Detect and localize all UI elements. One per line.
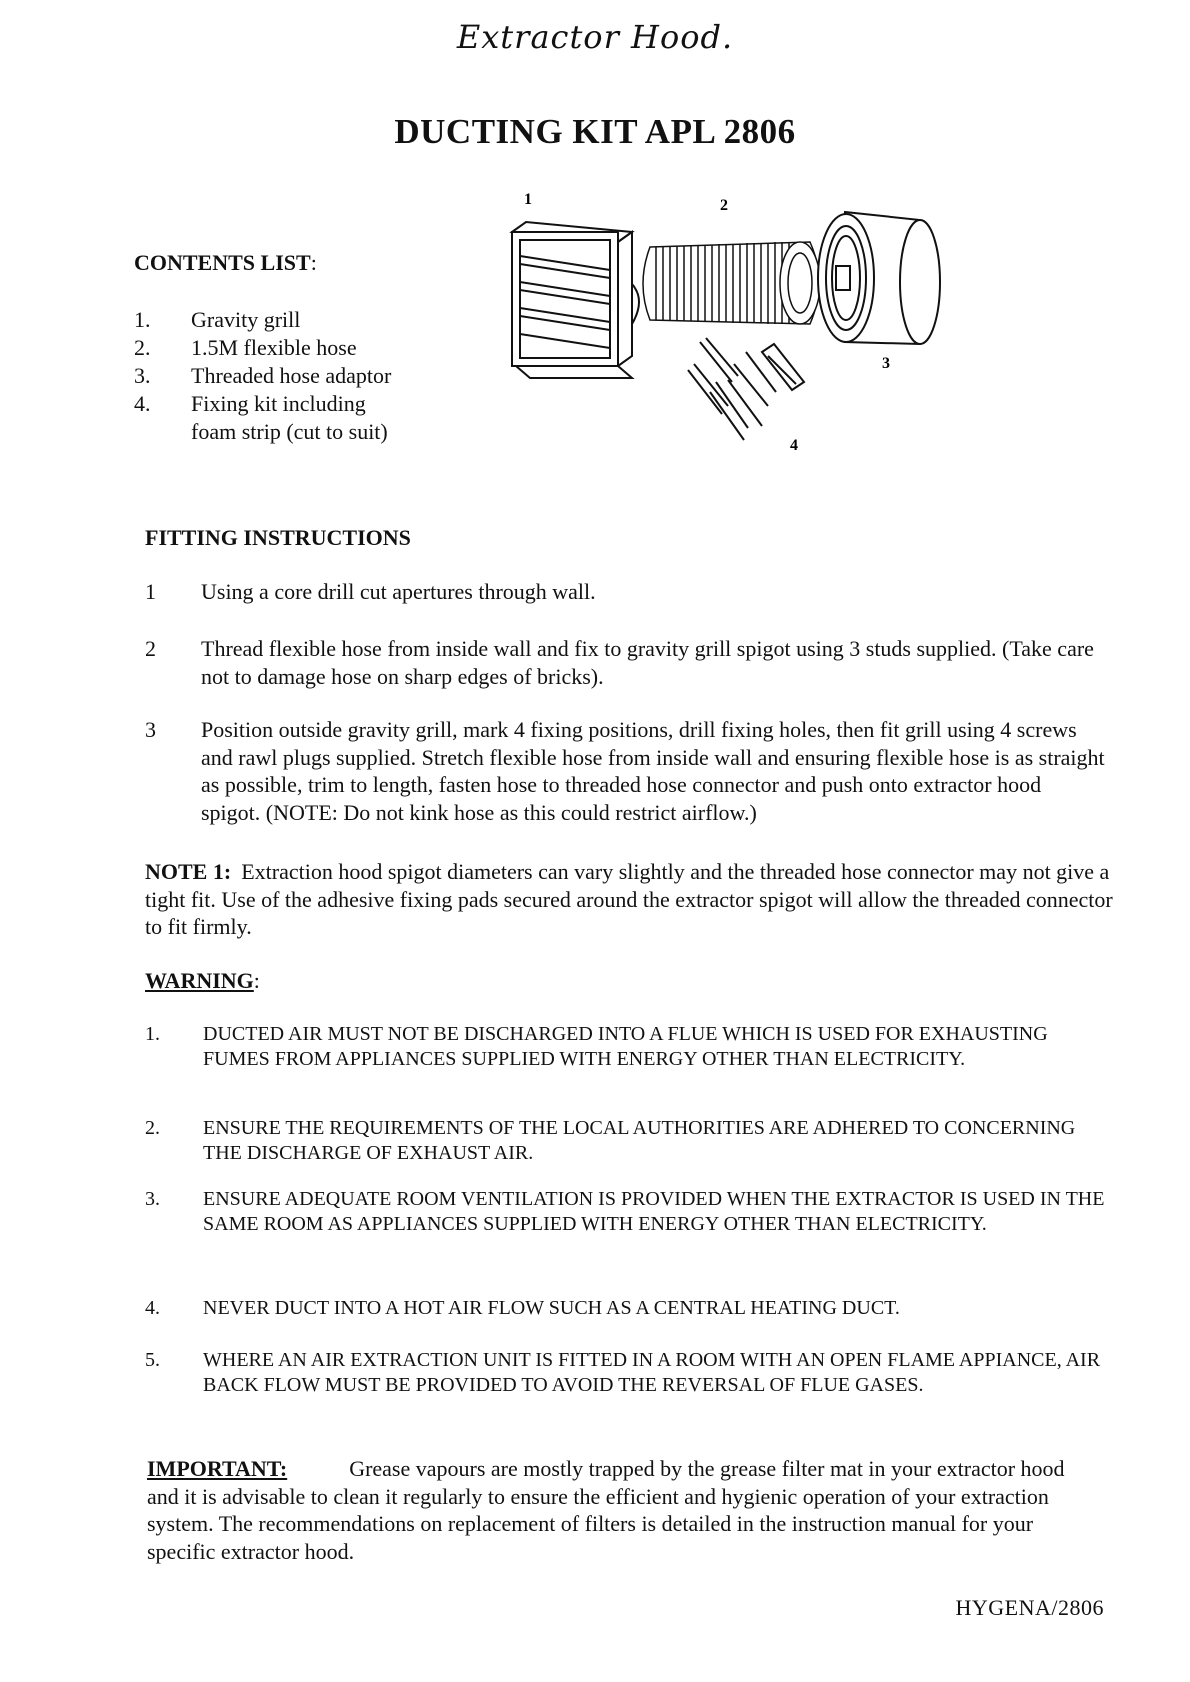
list-item-number: 4. [134,391,151,416]
contents-heading-text: CONTENTS LIST [134,250,311,275]
instruction-step [145,716,1105,826]
warning-text: NEVER DUCT INTO A HOT AIR FLOW SUCH AS A CENTRAL HEATING DUCT. [203,1297,900,1319]
warning-number: 5. [145,1349,160,1371]
list-item-text: Gravity grill [191,307,301,332]
step-number: 3 [145,717,156,742]
step-number: 1 [145,579,156,604]
list-item [134,306,391,334]
diagram-label-4: 4 [790,437,798,454]
list-item-text: foam strip (cut to suit) [191,419,388,444]
list-item-number: 2. [134,335,151,360]
contents-heading [134,250,317,276]
warning-item [145,1296,1105,1321]
list-item [134,334,391,362]
step-text: Using a core drill cut apertures through wall. [201,579,596,604]
warning-text: WHERE AN AIR EXTRACTION UNIT IS FITTED IN A ROOM WITH AN OPEN FLAME APPIANCE, AIR BACK FLOW MUST BE PROVIDED TO AVOID THE REVERSAL OF FLUE GASES. [203,1349,1101,1396]
warning-heading-text: WARNING [145,968,254,993]
fixing-kit-illustration [688,338,804,440]
list-item [134,418,391,446]
note-1-label: NOTE 1: [145,859,232,884]
warning-item [145,1116,1105,1166]
warning-number: 4. [145,1297,160,1319]
hose-adaptor-illustration [818,212,940,344]
note-1 [145,858,1120,941]
handwritten-note: Extractor Hood. [456,18,734,56]
warning-heading-colon: : [253,968,260,993]
ducting-kit-diagram [500,192,1020,492]
important-note [147,1455,1067,1565]
instruction-step [145,578,1105,606]
warning-text: DUCTED AIR MUST NOT BE DISCHARGED INTO A FLUE WHICH IS USED FOR EXHAUSTING FUMES FROM APPLIANCES SUPPLIED WITH ENERGY OTHER THAN ELECTRICITY. [203,1023,1048,1070]
contents-list [134,306,391,446]
gravity-grill-illustration [512,222,639,378]
warning-number: 3. [145,1188,160,1210]
list-item-text: Fixing kit including [191,391,366,416]
step-text: Position outside gravity grill, mark 4 fixing positions, drill fixing holes, then fit grill using 4 screws and rawl plugs supplied. Stretch flexible hose from inside wall and ensuring flexible hose is as straight as possible, trim to length, fasten hose to threaded hose connector and push onto extractor hood spigot. (NOTE: Do not kink hose as this could restrict airflow.) [201,717,1105,825]
document-reference: HYGENA/2806 [955,1595,1104,1620]
list-item-number [134,418,191,446]
warning-text: ENSURE ADEQUATE ROOM VENTILATION IS PROVIDED WHEN THE EXTRACTOR IS USED IN THE SAME ROOM AS APPLIANCES SUPPLIED WITH ENERGY OTHER THAN ELECTRICITY. [203,1188,1105,1235]
fitting-instructions-heading: FITTING INSTRUCTIONS [145,525,411,550]
document-title: DUCTING KIT APL 2806 [394,112,796,151]
instruction-step [145,635,1105,690]
step-text: Thread flexible hose from inside wall and fix to gravity grill spigot using 3 studs supplied. (Take care not to damage hose on sharp edges of bricks). [201,636,1094,689]
step-number: 2 [145,636,156,661]
warning-heading [145,968,260,994]
list-item [134,390,391,418]
important-label: IMPORTANT: [147,1456,288,1481]
list-item-text: Threaded hose adaptor [191,363,392,388]
warning-number: 1. [145,1023,160,1045]
diagram-label-2: 2 [720,197,728,214]
contents-heading-colon: : [310,250,317,275]
diagram-label-1: 1 [524,192,532,208]
warning-number: 2. [145,1117,160,1139]
list-item-text: 1.5M flexible hose [191,335,357,360]
note-1-text: Extraction hood spigot diameters can vary slightly and the threaded hose connector may not give a tight fit. Use of the adhesive fixing pads secured around the extractor spigot will allow the threaded connector to fit firmly. [145,859,1113,939]
warning-item [145,1187,1105,1237]
list-item-number: 3. [134,363,151,388]
diagram-label-3: 3 [882,355,890,372]
list-item-number: 1. [134,307,151,332]
warning-item [145,1022,1105,1072]
warning-text: ENSURE THE REQUIREMENTS OF THE LOCAL AUTHORITIES ARE ADHERED TO CONCERNING THE DISCHARGE OF EXHAUST AIR. [203,1117,1076,1164]
flexible-hose-illustration [643,242,820,324]
warning-item [145,1348,1105,1398]
important-text: Grease vapours are mostly trapped by the grease filter mat in your extractor hood and it is advisable to clean it regularly to ensure the efficient and hygienic operation of your extraction system. The recommendations on replacement of filters is detailed in the instruction manual for your specific extractor hood. [147,1456,1065,1564]
list-item [134,362,391,390]
